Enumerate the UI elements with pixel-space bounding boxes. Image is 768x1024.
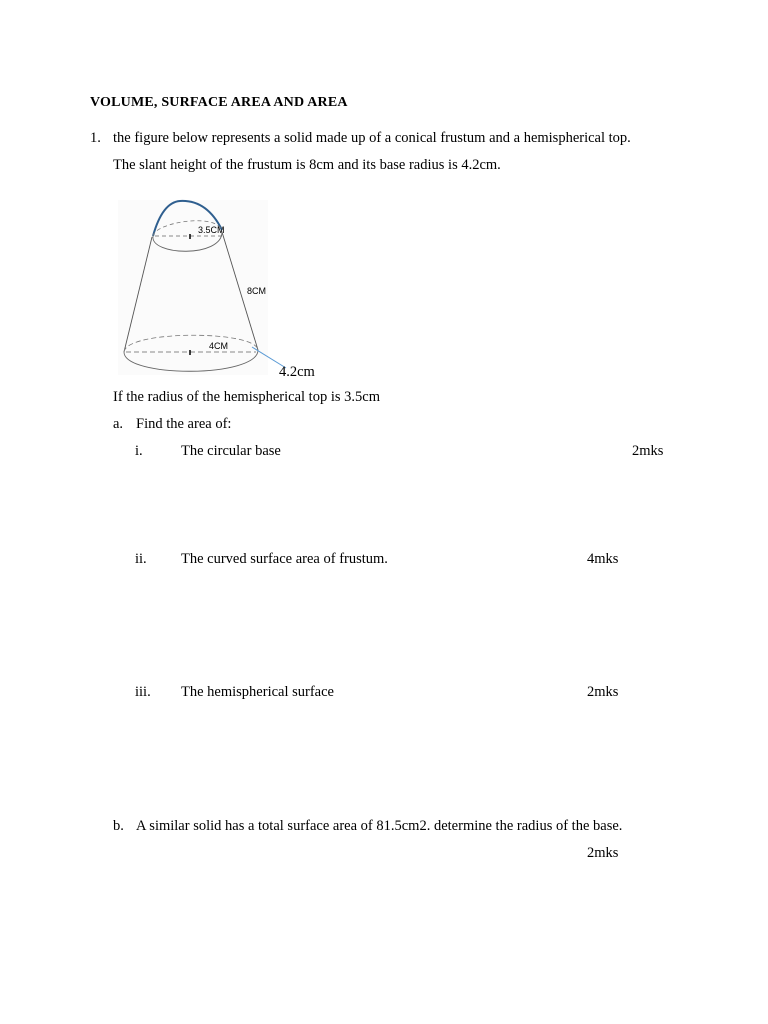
frustum-figure xyxy=(0,0,768,400)
question-text-line1: the figure below represents a solid made up of a conical frustum and a hemispherical top. xyxy=(113,130,631,146)
page-title: VOLUME, SURFACE AREA AND AREA xyxy=(90,95,348,110)
given-text: If the radius of the hemispherical top is 3.5cm xyxy=(113,389,380,405)
part-b-marks: 2mks xyxy=(587,845,619,861)
part-b-text: A similar solid has a total surface area of 81.5cm2. determine the radius of the base. xyxy=(136,818,623,834)
item-iii-text: The hemispherical surface xyxy=(181,684,334,700)
item-ii-marks: 4mks xyxy=(587,551,619,567)
item-i-number: i. xyxy=(135,443,143,459)
callout-label: 4.2cm xyxy=(279,364,315,380)
question-text-line2: The slant height of the frustum is 8cm and its base radius is 4.2cm. xyxy=(113,157,501,173)
part-b-letter: b. xyxy=(113,818,124,834)
part-a-text: Find the area of: xyxy=(136,416,232,432)
figure-background xyxy=(118,200,268,375)
item-iii-number: iii. xyxy=(135,684,151,700)
part-a-letter: a. xyxy=(113,416,124,432)
item-i-marks: 2mks xyxy=(632,443,664,459)
item-ii-number: ii. xyxy=(135,551,147,567)
slant-height-label: 8CM xyxy=(247,286,267,296)
item-ii-text: The curved surface area of frustum. xyxy=(181,551,388,567)
base-radius-label: 4CM xyxy=(209,341,229,351)
item-iii-marks: 2mks xyxy=(587,684,619,700)
item-i-text: The circular base xyxy=(181,443,281,459)
top-radius-label: 3.5CM xyxy=(198,225,225,235)
question-number: 1. xyxy=(90,130,101,146)
